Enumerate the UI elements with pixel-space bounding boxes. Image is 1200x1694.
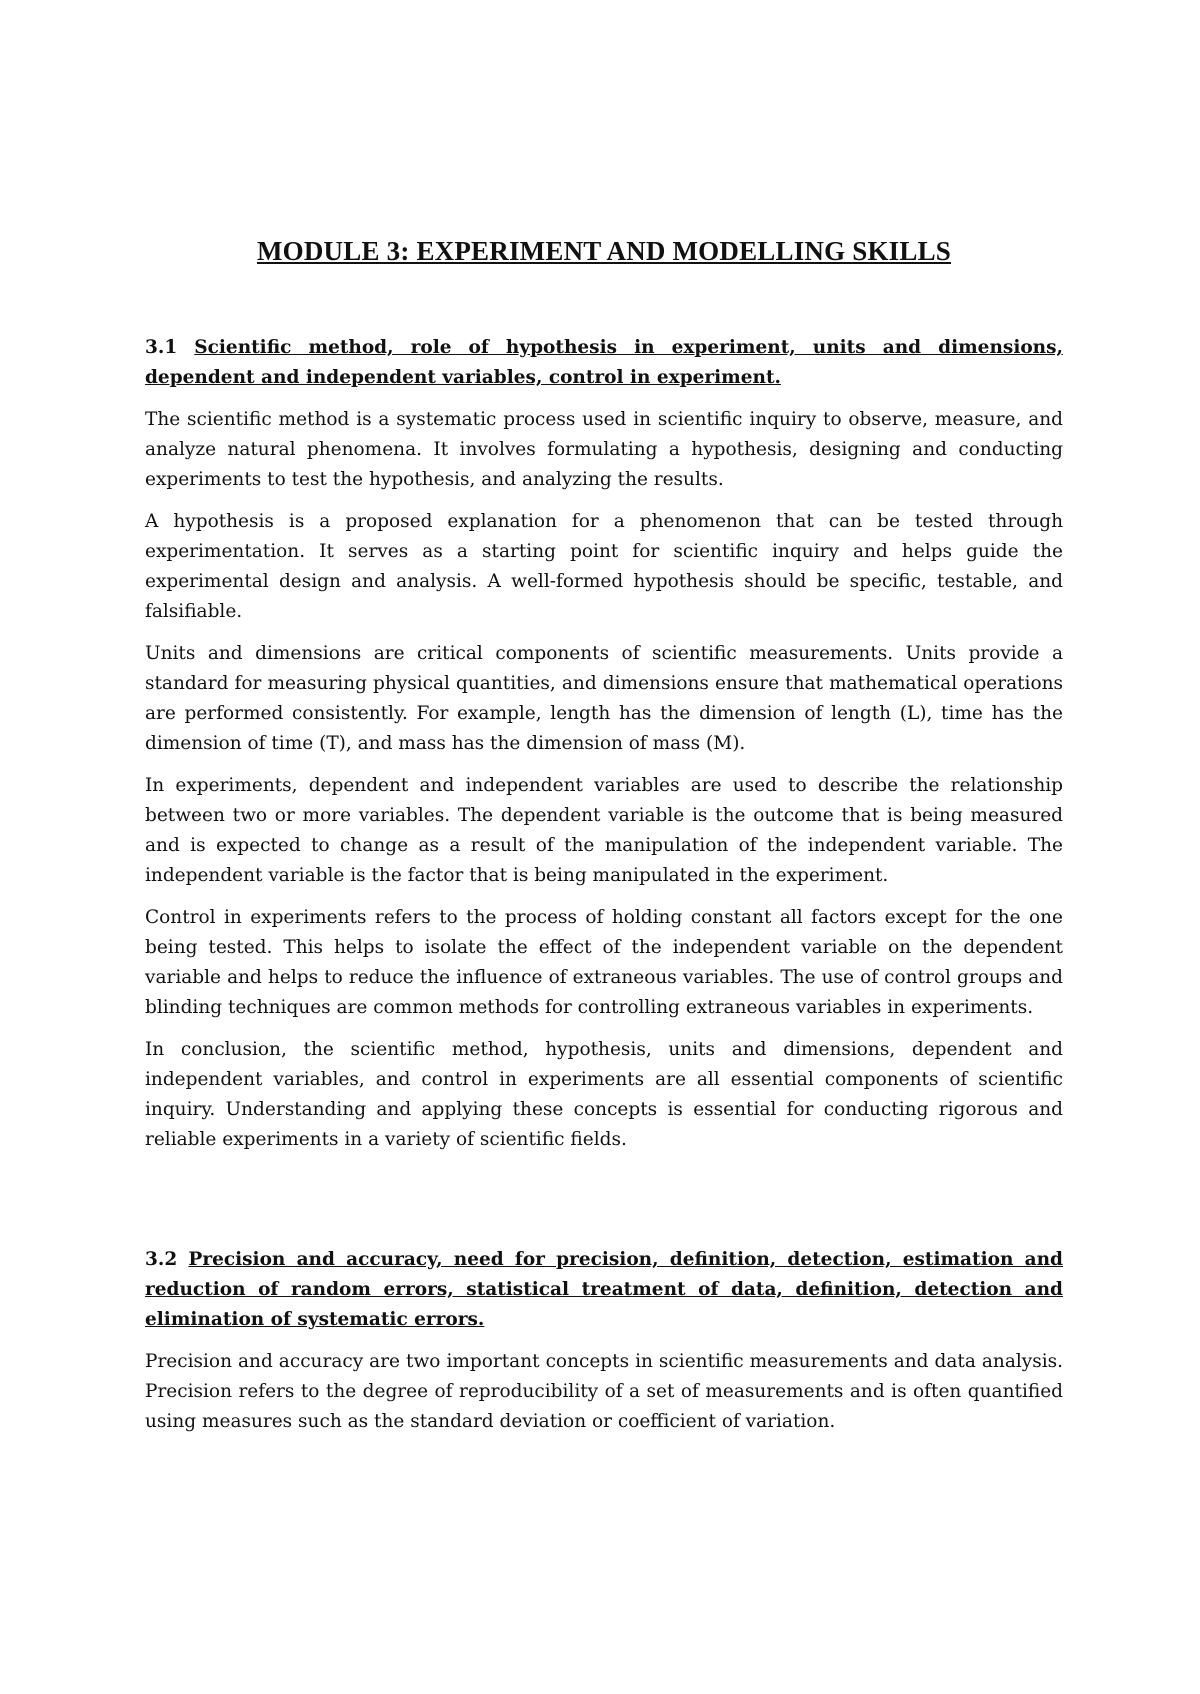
section-heading: [145, 333, 1063, 393]
section-heading: [145, 1245, 1063, 1335]
section-3-1: [145, 333, 1063, 1155]
paragraph-units-dimensions: Units and dimensions are critical components of scientific measurements. Units provide a standard for measuring physical quantities, and dimensions ensure that mathematical operations are performed consistently. For example, length has the dimension of length (L), time has the dimension of time (T), and mass has the dimension of mass (M).: [145, 643, 1063, 754]
section-3-2: [145, 1245, 1063, 1437]
section-heading-text: Scientific method, role of hypothesis in experiment, units and dimensions, dependent and independent variables, control in experiment.: [145, 337, 1063, 388]
paragraph-control: Control in experiments refers to the process of holding constant all factors except for the one being tested. This helps to isolate the effect of the independent variable on the dependent variable and helps to reduce the influence of extraneous variables. The use of control groups and blinding techniques are common methods for controlling extraneous variables in experiments.: [145, 907, 1063, 1018]
page-title: MODULE 3: EXPERIMENT AND MODELLING SKILLS: [256, 236, 952, 266]
section-spacer: [145, 1167, 1063, 1245]
paragraph-conclusion: In conclusion, the scientific method, hypothesis, units and dimensions, dependent and independent variables, and control in experiments are all essential components of scientific inquiry. Understanding and applying these concepts is essential for conducting rigorous and reliable experiments in a variety of scientific fields.: [145, 1039, 1063, 1150]
paragraph-hypothesis: A hypothesis is a proposed explanation for a phenomenon that can be tested through experimentation. It serves as a starting point for scientific inquiry and helps guide the experimental design and analysis. A well-formed hypothesis should be specific, testable, and falsifiable.: [145, 511, 1063, 622]
section-number: 3.1: [145, 337, 178, 358]
section-number: 3.2: [145, 1249, 178, 1270]
paragraph-variables: In experiments, dependent and independent variables are used to describe the relationship between two or more variables. The dependent variable is the outcome that is being measured and is expected to change as a result of the manipulation of the independent variable. The independent variable is the factor that is being manipulated in the experiment.: [145, 775, 1063, 886]
document-body: [145, 236, 1063, 1449]
section-heading-text: Precision and accuracy, need for precision, definition, detection, estimation and reduction of random errors, statistical treatment of data, definition, detection and elimination of systematic errors.: [145, 1249, 1063, 1330]
paragraph-precision-accuracy: Precision and accuracy are two important concepts in scientific measurements and data analysis. Precision refers to the degree of reproducibility of a set of measurements and is often quantified using measures such as the standard deviation or coefficient of variation.: [145, 1351, 1063, 1432]
paragraph-scientific-method: The scientific method is a systematic process used in scientific inquiry to observe, measure, and analyze natural phenomena. It involves formulating a hypothesis, designing and conducting experiments to test the hypothesis, and analyzing the results.: [145, 409, 1063, 490]
